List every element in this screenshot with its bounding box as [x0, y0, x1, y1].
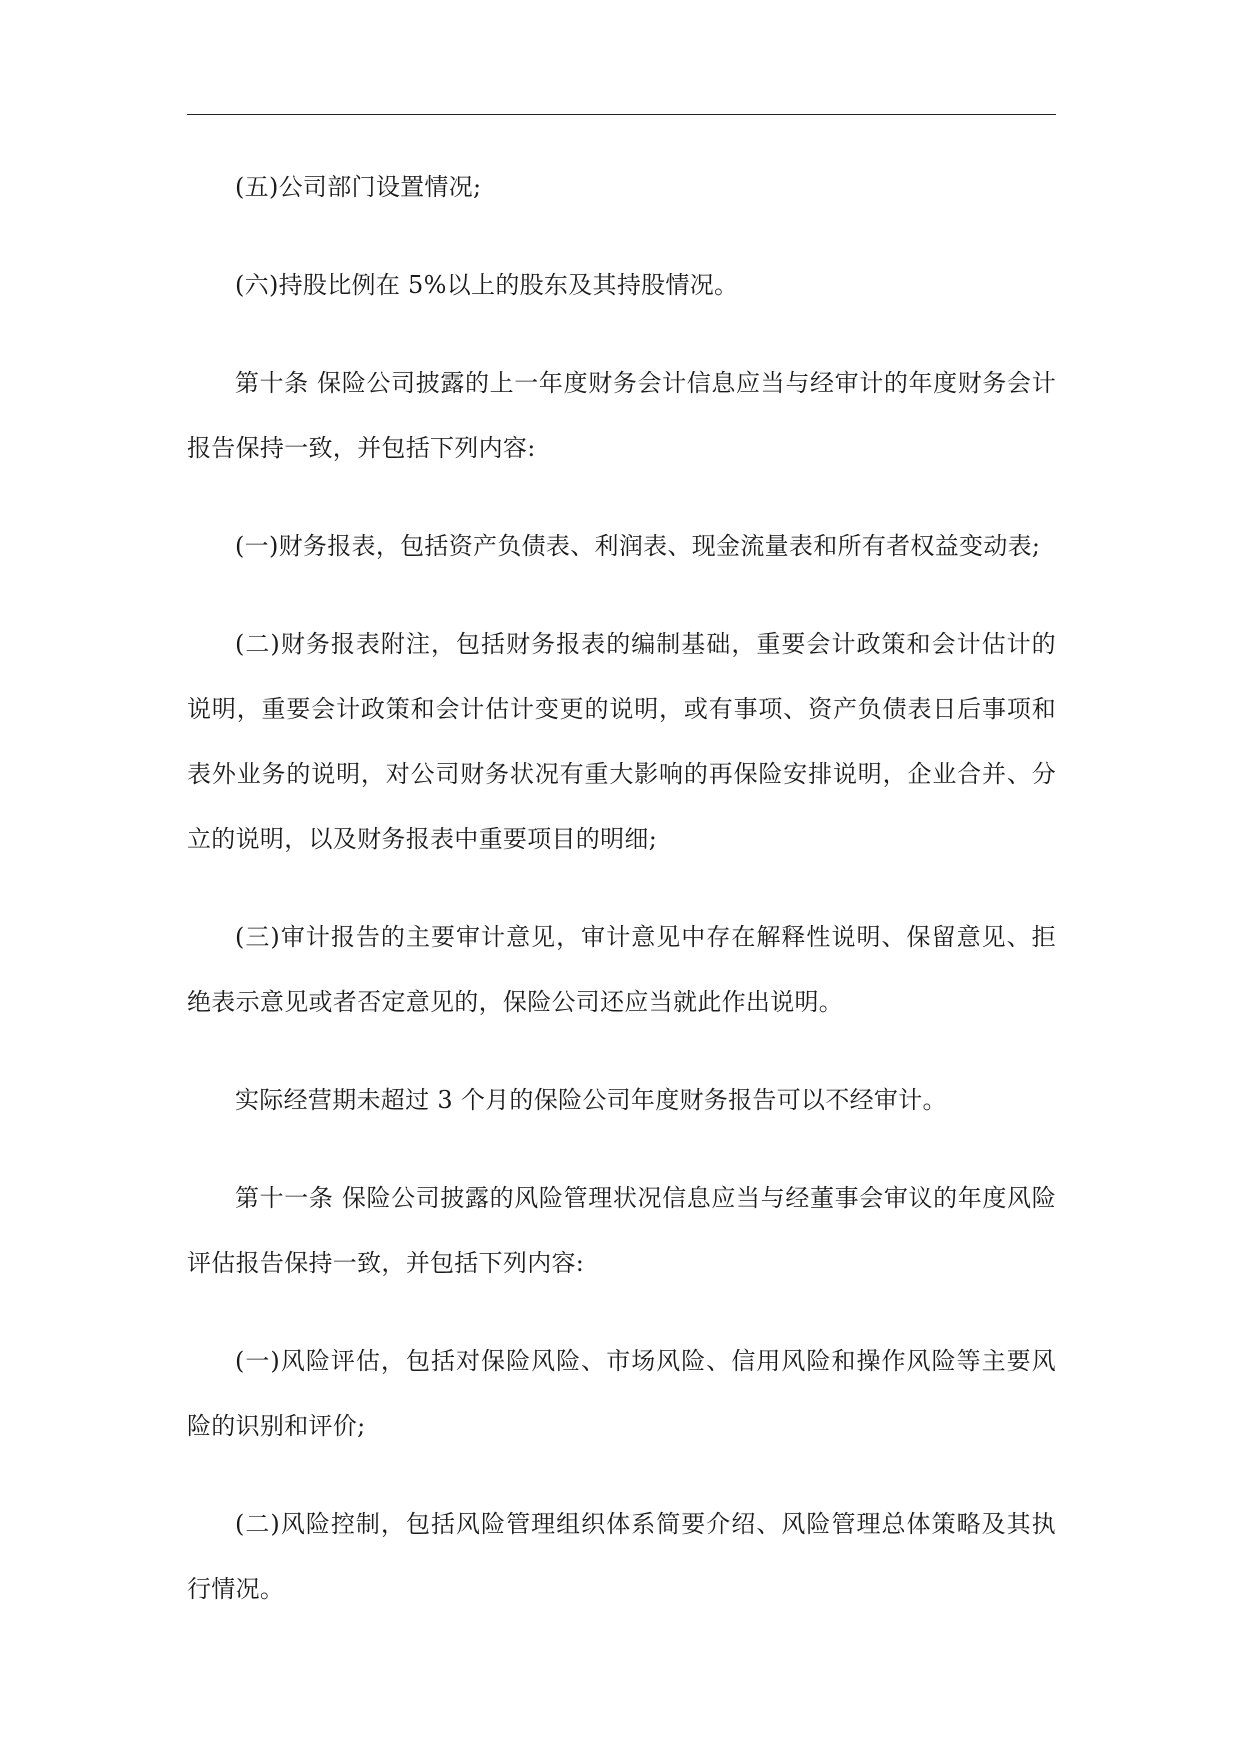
article-11-item-1: (一)风险评估，包括对保险风险、市场风险、信用风险和操作风险等主要风险的识别和评价;: [187, 1347, 1056, 1440]
article-10-item-1: (一)财务报表，包括资产负债表、利润表、现金流量表和所有者权益变动表;: [235, 532, 1041, 560]
header-rule: [187, 114, 1056, 115]
paragraph-item-6: (六)持股比例在 5%以上的股东及其持股情况。: [235, 271, 739, 299]
audit-exemption-note: 实际经营期未超过 3 个月的保险公司年度财务报告可以不经审计。: [235, 1086, 947, 1114]
document-body: [187, 155, 1056, 1655]
article-11: 第十一条 保险公司披露的风险管理状况信息应当与经董事会审议的年度风险评估报告保持一致，并包括下列内容:: [187, 1184, 1056, 1277]
article-11-item-2: (二)风险控制，包括风险管理组织体系简要介绍、风险管理总体策略及其执行情况。: [187, 1510, 1056, 1603]
article-10-item-3: (三)审计报告的主要审计意见，审计意见中存在解释性说明、保留意见、拒绝表示意见或者否定意见的，保险公司还应当就此作出说明。: [187, 923, 1056, 1016]
article-10-item-2: (二)财务报表附注，包括财务报表的编制基础，重要会计政策和会计估计的说明，重要会计政策和会计估计变更的说明，或有事项、资产负债表日后事项和表外业务的说明，对公司财务状况有重大影响的再保险安排说明，企业合并、分立的说明，以及财务报表中重要项目的明细;: [187, 630, 1056, 853]
article-10: 第十条 保险公司披露的上一年度财务会计信息应当与经审计的年度财务会计报告保持一致，并包括下列内容:: [187, 369, 1056, 462]
paragraph-item-5: (五)公司部门设置情况;: [235, 173, 482, 201]
